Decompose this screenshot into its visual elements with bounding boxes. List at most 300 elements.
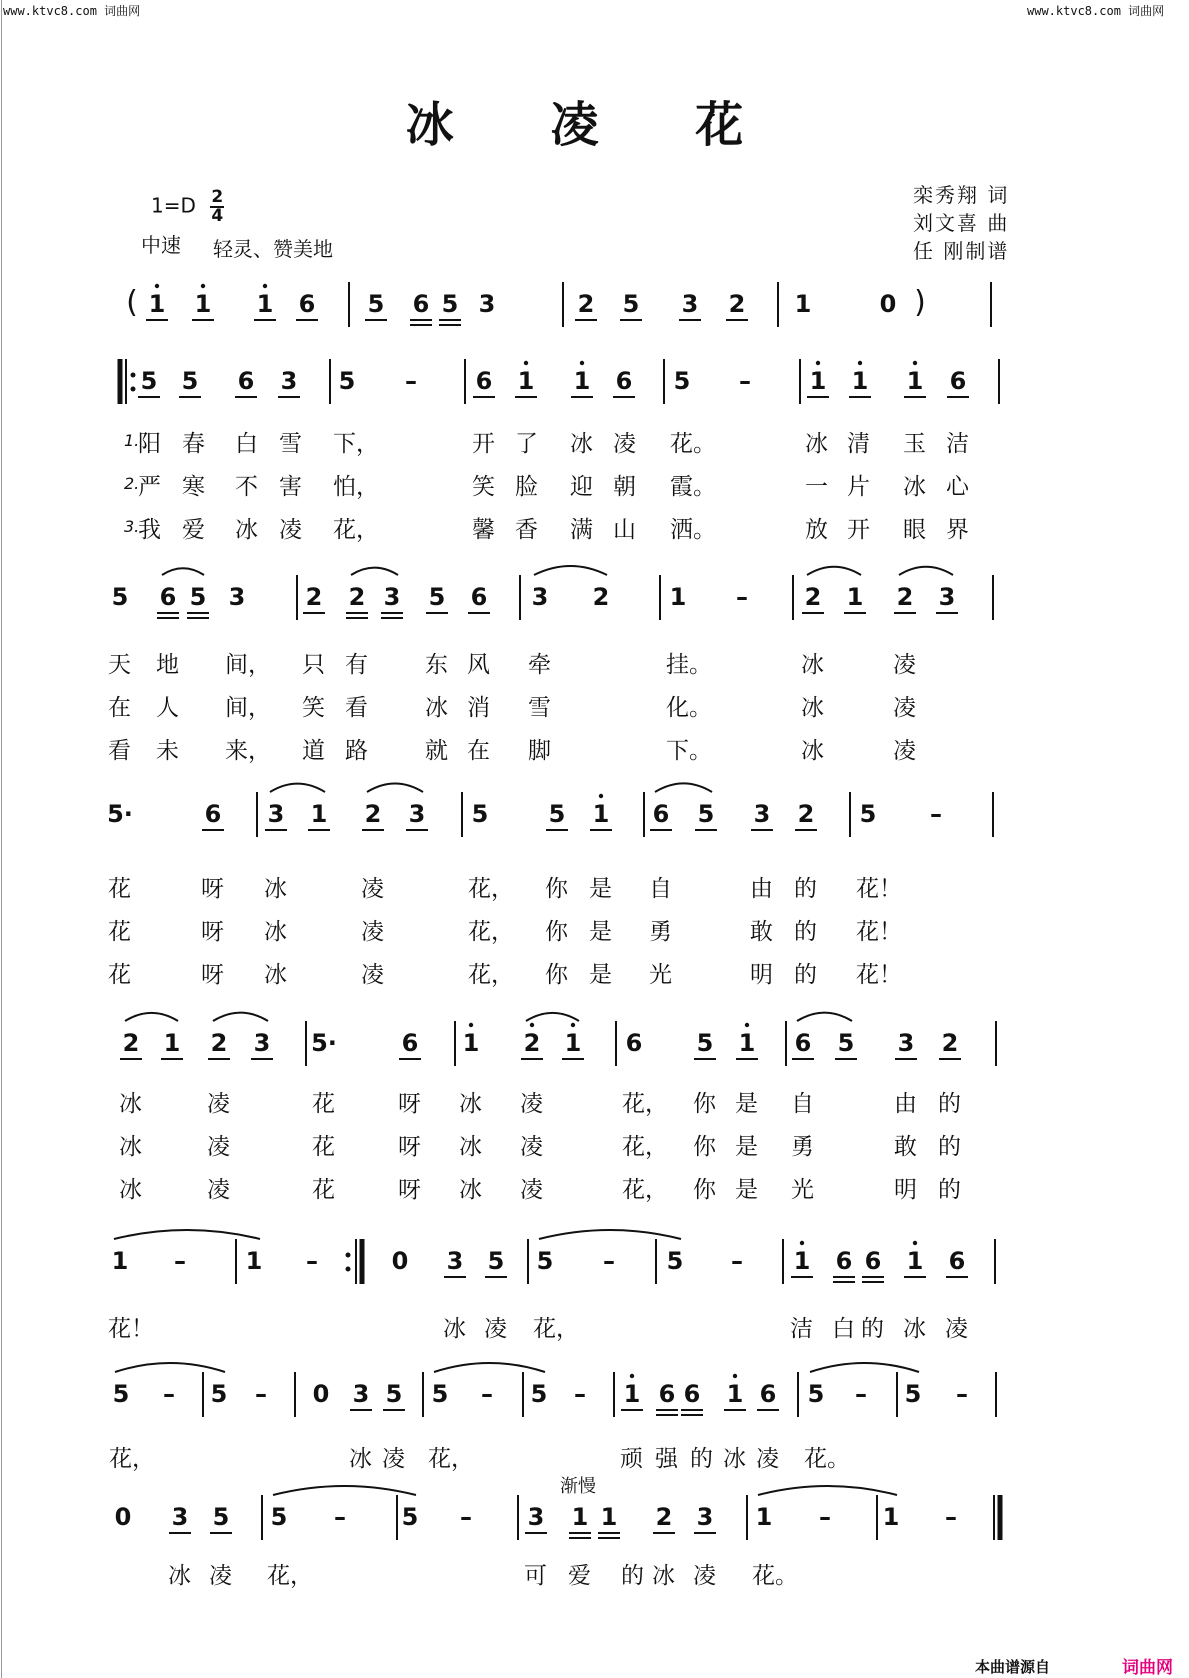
note: 2 [592, 583, 610, 611]
slur [115, 1363, 225, 1372]
lyric-char: 强 [655, 1446, 678, 1472]
note: 5 [697, 800, 715, 828]
note: 6 [835, 1247, 853, 1275]
note: 3 [527, 1503, 545, 1531]
lyric-char: 你 [693, 1134, 716, 1160]
lyric-char: 冰 [801, 738, 824, 764]
lyric-char: 敢 [750, 919, 773, 945]
note: 6 [470, 583, 488, 611]
note: 0 [879, 290, 897, 318]
note: 2 [348, 583, 366, 611]
key: 1=D [151, 193, 196, 218]
note: 3 [681, 290, 699, 318]
dash: – [405, 367, 417, 395]
arranger: 任 刚制谱 [913, 239, 1010, 263]
lyric-char: 冰 [119, 1091, 142, 1117]
lyric-char: 下， [333, 431, 379, 457]
lyric-char: 在 [467, 738, 490, 764]
note: 2 [577, 290, 595, 318]
lyric-char: 光 [649, 962, 672, 988]
dash: – [739, 367, 751, 395]
lyric-char: 朝 [613, 474, 636, 500]
lyric-char: 凌 [893, 738, 916, 764]
lyric-char: 凌 [893, 695, 916, 721]
lyric-char: 花。 [804, 1446, 850, 1472]
lyric-char: 明 [750, 962, 773, 988]
note: 6 [658, 1380, 676, 1408]
lyric-char: 人 [156, 695, 179, 721]
lyric-char: 开 [472, 431, 495, 457]
lyric-char: 地 [156, 652, 179, 678]
note: 3 [253, 1029, 271, 1057]
note: 1 [148, 290, 166, 318]
slur [351, 568, 398, 575]
header-url-right: www.ktvc8.com [1027, 4, 1121, 18]
lyric-char: 白 [832, 1316, 855, 1342]
note: 3 [478, 290, 496, 318]
note: 6 [864, 1247, 882, 1275]
note: 1 [571, 1503, 589, 1531]
note: 2 [655, 1503, 673, 1531]
octave-dot [913, 1241, 917, 1245]
note: 1 [851, 367, 869, 395]
composer: 刘文喜 曲 [913, 211, 1010, 235]
note: 6 [615, 367, 633, 395]
note: 2 [797, 800, 815, 828]
lyric-char: 害 [279, 474, 302, 500]
octave-dot [469, 1023, 473, 1027]
lyric-char: 山 [613, 517, 636, 543]
lyric-char: 的 [938, 1177, 961, 1203]
note: 6 [475, 367, 493, 395]
note: 6 [759, 1380, 777, 1408]
note: 3 [531, 583, 549, 611]
note: 5 [471, 800, 489, 828]
note: 3 [897, 1029, 915, 1057]
note: 2 [728, 290, 746, 318]
note: 6 [298, 290, 316, 318]
note: 5 [673, 367, 691, 395]
note: 1 [564, 1029, 582, 1057]
lyric-char: 凌 [893, 652, 916, 678]
lyric-char: 冰 [801, 695, 824, 721]
dash: – [603, 1247, 615, 1275]
lyric-char: 敢 [894, 1134, 917, 1160]
lyric-char: 凌 [207, 1134, 230, 1160]
lyric-char: 东 [425, 652, 448, 678]
note: 2 [523, 1029, 541, 1057]
octave-dot [524, 361, 528, 365]
paren: ( [126, 285, 138, 320]
note: 6 [204, 800, 222, 828]
lyric-char: 看 [108, 738, 131, 764]
lyric-char: 花， [468, 919, 514, 945]
paren: ) [914, 285, 926, 320]
lyric-char: 凌 [945, 1316, 968, 1342]
lyric-char: 春 [182, 431, 205, 457]
footer-brand: 词曲网 [1122, 1658, 1173, 1678]
lyric-char: 冰 [903, 474, 926, 500]
note: 5 [189, 583, 207, 611]
note: 2 [941, 1029, 959, 1057]
lyric-char: 了 [515, 431, 538, 457]
note: 5 [548, 800, 566, 828]
note: 3 [446, 1247, 464, 1275]
note: 2 [364, 800, 382, 828]
lyric-char: 凌 [520, 1091, 543, 1117]
dash: – [255, 1380, 267, 1408]
note: 2 [122, 1029, 140, 1057]
dash: – [736, 583, 748, 611]
lyric-char: 凌 [382, 1446, 405, 1472]
note: 0 [312, 1380, 330, 1408]
note: 5 [441, 290, 459, 318]
slur [810, 1363, 919, 1372]
lyric-char: 呀 [201, 876, 224, 902]
lyric-char: 你 [545, 876, 568, 902]
lyric-char: 冰 [425, 695, 448, 721]
note: 3 [938, 583, 956, 611]
octave-dot [201, 284, 205, 288]
lyric-char: 冰 [459, 1134, 482, 1160]
note: 1 [882, 1503, 900, 1531]
note: 1 [256, 290, 274, 318]
note: 3 [171, 1503, 189, 1531]
note: 1 [906, 367, 924, 395]
slur [534, 566, 607, 575]
lyric-char: 花， [333, 517, 379, 543]
note: 6 [683, 1380, 701, 1408]
slur [539, 1230, 681, 1239]
dash: – [930, 800, 942, 828]
barline [120, 359, 136, 404]
note: 3 [228, 583, 246, 611]
lyric-char: 花。 [670, 431, 716, 457]
note: 1 [623, 1380, 641, 1408]
lyric-char: 雪 [279, 431, 302, 457]
dash: – [819, 1503, 831, 1531]
dash: – [163, 1380, 175, 1408]
lyric-char: 开 [847, 517, 870, 543]
lyric-char: 牵 [528, 652, 551, 678]
note: 5 [536, 1247, 554, 1275]
slur [807, 567, 861, 575]
lyric-char: 你 [693, 1177, 716, 1203]
lyric-char: 脸 [515, 474, 538, 500]
header-url: www.ktvc8.com [3, 4, 97, 18]
lyric-char: 笑 [302, 695, 325, 721]
slur [270, 784, 325, 792]
lyric-char: 霞。 [670, 474, 716, 500]
lyric-char: 怕， [333, 474, 379, 500]
note: 6 [948, 1247, 966, 1275]
note: 5 [212, 1503, 230, 1531]
lyric-char: 不 [235, 474, 258, 500]
octave-dot [630, 1374, 634, 1378]
lyric-char: 是 [589, 962, 612, 988]
header-site: 词曲网 [104, 4, 141, 18]
lyric-char: 路 [345, 738, 368, 764]
octave-dot [580, 361, 584, 365]
lyric-char: 就 [425, 738, 448, 764]
octave-dot [155, 284, 159, 288]
lyric-char: 放 [805, 517, 828, 543]
lyric-char: 的 [794, 919, 817, 945]
note: 0 [114, 1503, 132, 1531]
lyric-char: 一 [805, 474, 828, 500]
lyric-char: 凌 [207, 1091, 230, 1117]
song-title: 冰 凌 花 [405, 97, 784, 153]
lyric-char: 是 [735, 1134, 758, 1160]
lyric-char: 花， [109, 1446, 155, 1472]
lyric-char: 冰 [264, 876, 287, 902]
lyric-char: 呀 [398, 1134, 421, 1160]
lyric-char: 笑 [472, 474, 495, 500]
lyric-char: 你 [693, 1091, 716, 1117]
lyric-char: 冰 [459, 1091, 482, 1117]
lyric-char: 花 [312, 1091, 335, 1117]
note: 1 [462, 1029, 480, 1057]
lyric-char: 可 [524, 1563, 547, 1589]
lyric-char: 花， [468, 876, 514, 902]
note: 6 [625, 1029, 643, 1057]
lyric-char: 花， [428, 1446, 474, 1472]
lyric-char: 眼 [903, 517, 926, 543]
slur [758, 1486, 897, 1495]
note: 0 [391, 1247, 409, 1275]
lyric-char: 冰 [119, 1134, 142, 1160]
note: 5· [107, 800, 133, 828]
lyric-char: 心 [946, 474, 969, 500]
lyric-char: 光 [791, 1177, 814, 1203]
lyric-char: 凌 [361, 876, 384, 902]
lyric-char: 冰 [652, 1563, 675, 1589]
lyric-char: 冰 [903, 1316, 926, 1342]
lyric-char: 满 [570, 517, 593, 543]
note: 5 [111, 583, 129, 611]
lyric-char: 花， [468, 962, 514, 988]
lyric-char: 凌 [209, 1563, 232, 1589]
octave-dot [599, 794, 603, 798]
lyric-char: 严 [138, 474, 161, 500]
verse-number: 3. [124, 517, 140, 536]
lyric-char: 凌 [613, 431, 636, 457]
lyric-char: 明 [894, 1177, 917, 1203]
note: 6 [159, 583, 177, 611]
lyric-char: 花 [312, 1177, 335, 1203]
note: 1 [600, 1503, 618, 1531]
note: 1 [794, 290, 812, 318]
note: 5 [696, 1029, 714, 1057]
lyric-char: 冰 [723, 1446, 746, 1472]
lyric-char: 的 [621, 1563, 644, 1589]
note: 1 [573, 367, 591, 395]
time-bottom: 4 [211, 206, 224, 226]
dash: – [334, 1503, 346, 1531]
lyric-char: 花， [533, 1316, 579, 1342]
note: 5 [666, 1247, 684, 1275]
lyric-char: 凌 [361, 962, 384, 988]
octave-dot [733, 1374, 737, 1378]
verse-number: 1. [124, 431, 140, 450]
lyric-char: 花 [108, 876, 131, 902]
dash: – [306, 1247, 318, 1275]
lyric-char: 是 [735, 1177, 758, 1203]
dash: – [855, 1380, 867, 1408]
lyric-char: 的 [794, 962, 817, 988]
expression: 轻灵、赞美地 [213, 237, 333, 261]
lyric-char: 天 [108, 652, 131, 678]
note: 1 [310, 800, 328, 828]
note: 1 [755, 1503, 773, 1531]
lyric-char: 界 [946, 517, 969, 543]
note: 1 [163, 1029, 181, 1057]
note: 1 [726, 1380, 744, 1408]
dash: – [174, 1247, 186, 1275]
note: 6 [412, 290, 430, 318]
note: 5 [210, 1380, 228, 1408]
lyric-char: 花 [312, 1134, 335, 1160]
lyric-char: 洒。 [670, 517, 716, 543]
note: 2 [305, 583, 323, 611]
slur [434, 1363, 545, 1372]
note: 5 [487, 1247, 505, 1275]
lyric-char: 是 [589, 919, 612, 945]
lyric-char: 爱 [568, 1563, 591, 1589]
lyric-char: 的 [861, 1316, 884, 1342]
note: 1 [793, 1247, 811, 1275]
barline [346, 1239, 363, 1284]
lyric-char: 呀 [398, 1177, 421, 1203]
dash: – [956, 1380, 968, 1408]
lyric-char: 来， [225, 738, 271, 764]
note: 1 [245, 1247, 263, 1275]
note: 6 [237, 367, 255, 395]
lyric-char: 花！ [856, 962, 902, 988]
note: 5 [622, 290, 640, 318]
lyric-char: 香 [515, 517, 538, 543]
lyric-char: 爱 [182, 517, 205, 543]
note: 5 [837, 1029, 855, 1057]
slur [162, 568, 204, 575]
lyric-char: 是 [589, 876, 612, 902]
note: 5 [338, 367, 356, 395]
lyric-char: 清 [847, 431, 870, 457]
lyric-char: 冰 [570, 431, 593, 457]
lyric-char: 寒 [182, 474, 205, 500]
lyric-char: 你 [545, 919, 568, 945]
note: 5 [428, 583, 446, 611]
note: 1 [517, 367, 535, 395]
lyric-char: 自 [791, 1091, 814, 1117]
lyric-char: 呀 [201, 962, 224, 988]
lyric-char: 冰 [805, 431, 828, 457]
lyric-char: 花 [108, 919, 131, 945]
dash: – [945, 1503, 957, 1531]
lyric-char: 挂。 [666, 652, 712, 678]
note: 3 [280, 367, 298, 395]
lyric-char: 道 [302, 738, 325, 764]
note: 2 [896, 583, 914, 611]
lyric-char: 看 [345, 695, 368, 721]
lyric-char: 脚 [528, 738, 551, 764]
note: 5 [401, 1503, 419, 1531]
tempo: 中速 [141, 233, 181, 257]
lyric-char: 只 [302, 652, 325, 678]
note: 5 [181, 367, 199, 395]
lyric-char: 花， [267, 1563, 313, 1589]
lyric-char: 你 [545, 962, 568, 988]
note: 1 [111, 1247, 129, 1275]
note: 5 [270, 1503, 288, 1531]
dash: – [481, 1380, 493, 1408]
note: 5 [112, 1380, 130, 1408]
note: 1 [846, 583, 864, 611]
note: 5 [385, 1380, 403, 1408]
note: 5· [311, 1029, 337, 1057]
lyric-char: 冰 [168, 1563, 191, 1589]
lyric-char: 洁 [946, 431, 969, 457]
ritardando-mark: 渐慢 [560, 1476, 596, 1497]
lyric-char: 的 [690, 1446, 713, 1472]
lyric-char: 花， [622, 1091, 668, 1117]
lyric-char: 迎 [570, 474, 593, 500]
lyric-char: 自 [649, 876, 672, 902]
note: 6 [794, 1029, 812, 1057]
lyric-char: 勇 [649, 919, 672, 945]
lyric-char: 凌 [693, 1563, 716, 1589]
time-top: 2 [211, 187, 224, 207]
dash: – [460, 1503, 472, 1531]
note: 5 [140, 367, 158, 395]
note: 5 [904, 1380, 922, 1408]
octave-dot [816, 361, 820, 365]
lyric-char: 未 [156, 738, 179, 764]
note: 6 [401, 1029, 419, 1057]
lyric-char: 凌 [520, 1177, 543, 1203]
note: 5 [859, 800, 877, 828]
lyric-char: 花， [622, 1177, 668, 1203]
slur [655, 783, 712, 792]
lyric-char: 冰 [264, 919, 287, 945]
note: 5 [431, 1380, 449, 1408]
note: 3 [352, 1380, 370, 1408]
lyric-char: 花！ [108, 1316, 154, 1342]
lyric-char: 由 [894, 1091, 917, 1117]
lyric-char: 冰 [349, 1446, 372, 1472]
lyric-char: 在 [108, 695, 131, 721]
note: 2 [804, 583, 822, 611]
note: 3 [696, 1503, 714, 1531]
lyric-char: 凌 [520, 1134, 543, 1160]
lyric-char: 白 [235, 431, 258, 457]
octave-dot [263, 284, 267, 288]
note: 5 [530, 1380, 548, 1408]
slur [125, 1013, 178, 1021]
octave-dot [913, 361, 917, 365]
lyric-char: 由 [750, 876, 773, 902]
lyric-char: 冰 [801, 652, 824, 678]
lyric-char: 凌 [484, 1316, 507, 1342]
slur [797, 1013, 852, 1021]
octave-dot [858, 361, 862, 365]
dash: – [574, 1380, 586, 1408]
barline [994, 1495, 1000, 1540]
lyric-char: 雪 [528, 695, 551, 721]
lyric-char: 花 [108, 962, 131, 988]
lyric-char: 凌 [207, 1177, 230, 1203]
slur [213, 1013, 268, 1021]
